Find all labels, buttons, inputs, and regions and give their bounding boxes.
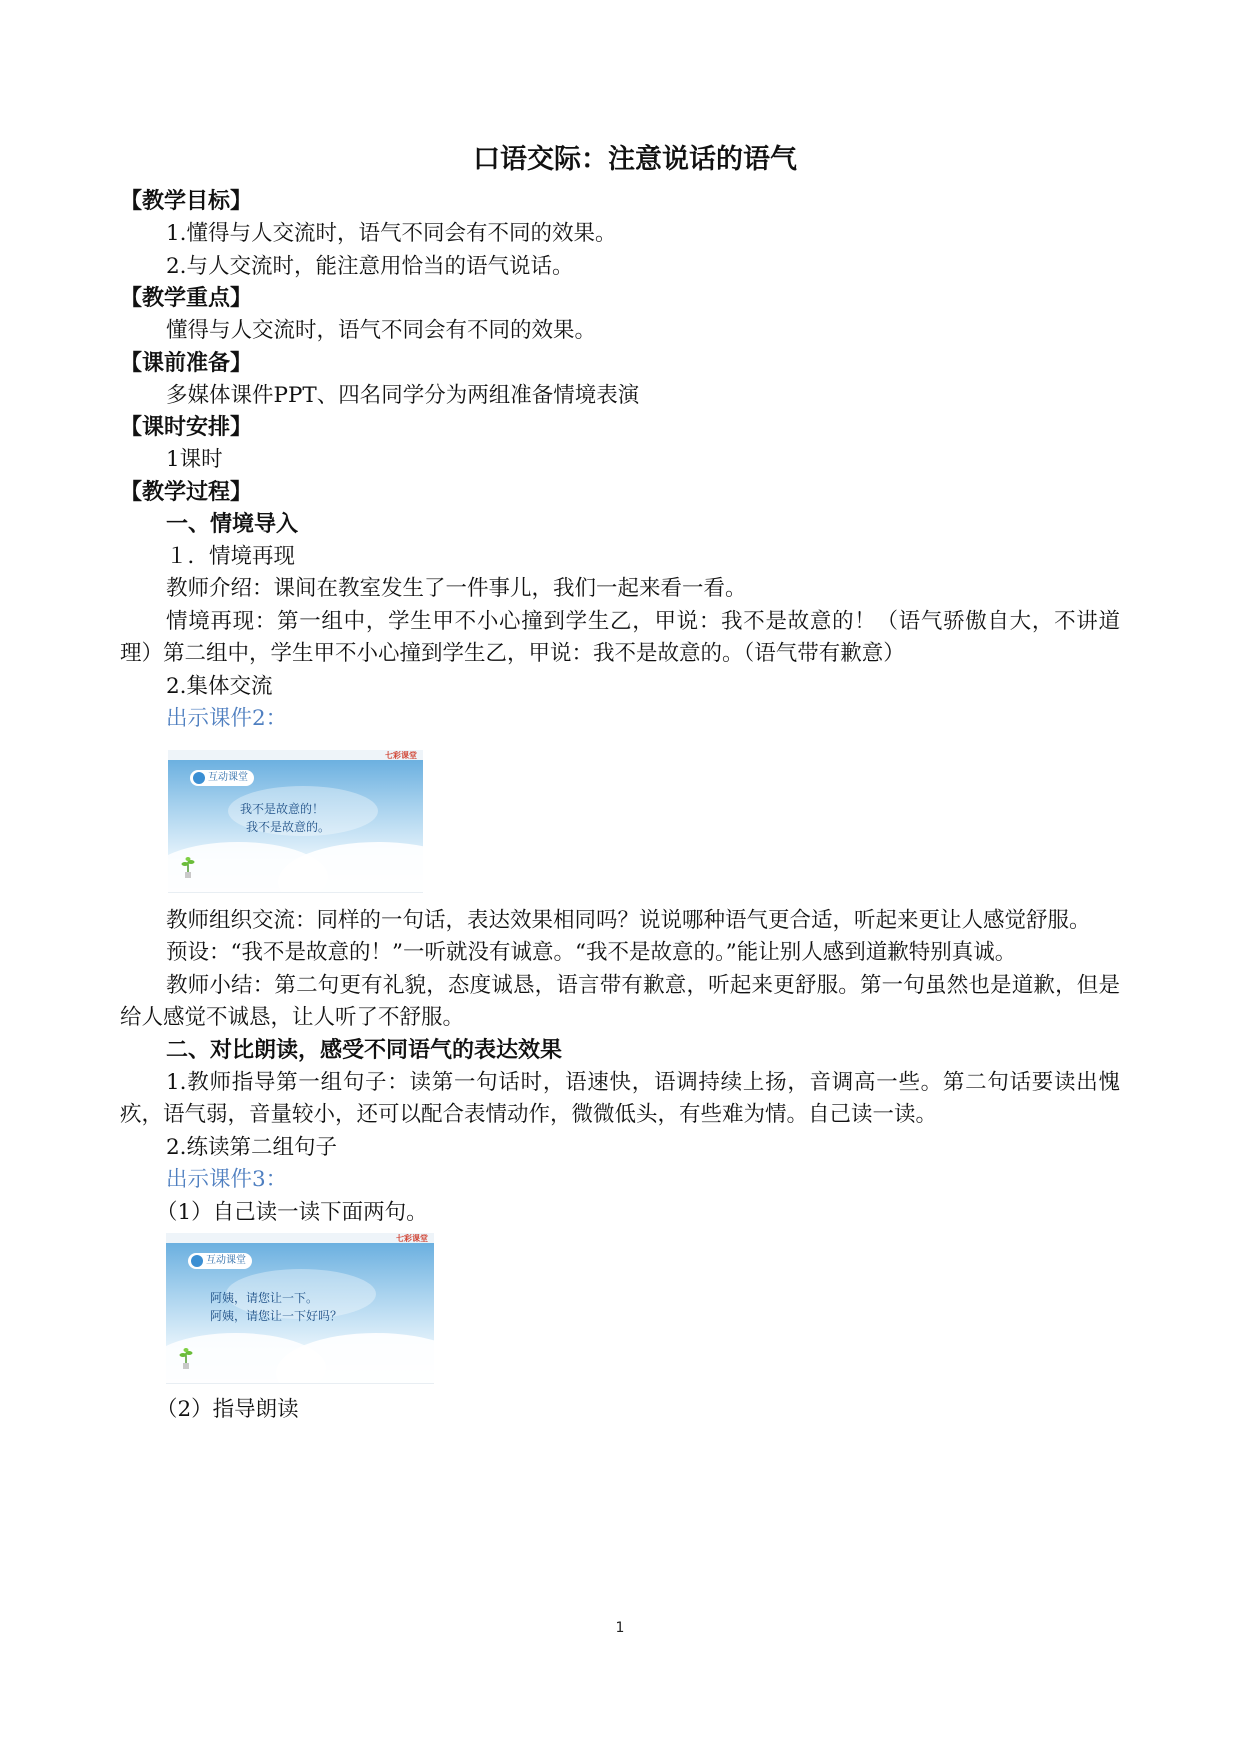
part1-step1: １．情境再现 bbox=[166, 543, 296, 569]
slide-line-1: 我不是故意的！ bbox=[240, 801, 325, 816]
slide-line-2: 阿姨，请您让一下好吗？ bbox=[210, 1309, 343, 1323]
focus-heading: 【教学重点】 bbox=[120, 286, 253, 311]
page-number: 1 bbox=[615, 1620, 625, 1636]
time-heading: 【课时安排】 bbox=[120, 415, 253, 440]
slide-toolbar bbox=[166, 1233, 434, 1243]
part1-preset: 预设：“我不是故意的！”一听就没有诚意。“我不是故意的。”能让别人感到道歉特别真诚。 bbox=[166, 940, 1017, 965]
part1-step2: 2.集体交流 bbox=[166, 673, 273, 699]
page-title: 口语交际：注意说话的语气 bbox=[473, 144, 797, 175]
cloud-shape bbox=[278, 842, 423, 893]
part2-task2: （2）指导朗读 bbox=[156, 1397, 299, 1422]
goal-item-1: 1.懂得与人交流时，语气不同会有不同的效果。 bbox=[166, 221, 617, 246]
document-page bbox=[120, 140, 1120, 1427]
slide-logo: 七彩课堂 bbox=[385, 749, 417, 760]
plant-icon bbox=[178, 1347, 194, 1369]
slide-badge: 互动课堂 bbox=[190, 770, 254, 786]
prep-text: 多媒体课件PPT、四名同学分为两组准备情境表演 bbox=[166, 382, 640, 408]
courseware-slide-3 bbox=[166, 1233, 434, 1384]
slide-line-1: 阿姨，请您让一下。 bbox=[210, 1291, 319, 1305]
courseware-2-label: 出示课件2： bbox=[166, 706, 288, 731]
slide-badge: 互动课堂 bbox=[188, 1253, 252, 1269]
cloud-shape bbox=[276, 1333, 434, 1384]
slide-logo: 七彩课堂 bbox=[396, 1233, 428, 1243]
part1-summary: 教师小结：第二句更有礼貌，态度诚恳，语言带有歉意，听起来更舒服。第一句虽然也是道歉，但是给人感觉不诚恳，让人听了不舒服。 bbox=[120, 972, 1120, 1030]
part2-step2: 2.练读第二组句子 bbox=[166, 1134, 338, 1160]
focus-text: 懂得与人交流时，语气不同会有不同的效果。 bbox=[166, 318, 597, 343]
courseware-slide-2 bbox=[168, 750, 423, 893]
part2-task1: （1）自己读一读下面两句。 bbox=[156, 1199, 428, 1225]
time-text: 1课时 bbox=[166, 447, 223, 472]
courseware-3-label: 出示课件3： bbox=[166, 1167, 288, 1192]
part1-intro: 教师介绍：课间在教室发生了一件事儿，我们一起来看一看。 bbox=[166, 576, 747, 601]
goal-item-2: 2.与人交流时，能注意用恰当的语气说话。 bbox=[166, 253, 574, 279]
goals-heading: 【教学目标】 bbox=[120, 189, 253, 214]
process-heading: 【教学过程】 bbox=[120, 479, 253, 505]
prep-heading: 【课前准备】 bbox=[120, 350, 253, 376]
plant-icon bbox=[180, 856, 196, 878]
part1-discuss: 教师组织交流：同样的一句话，表达效果相同吗？说说哪种语气更合适，听起来更让人感觉舒服。 bbox=[166, 907, 1091, 933]
slide-line-2: 我不是故意的。 bbox=[246, 819, 331, 834]
part1-heading: 一、情境导入 bbox=[166, 511, 299, 537]
part2-heading: 二、对比朗读，感受不同语气的表达效果 bbox=[166, 1037, 563, 1063]
part1-scene: 情境再现：第一组中，学生甲不小心撞到学生乙，甲说：我不是故意的！（语气骄傲自大，不讲道理）第二组中，学生甲不小心撞到学生乙，甲说：我不是故意的。（语气带有歉意） bbox=[120, 608, 1120, 666]
part2-guide: 1.教师指导第一组句子：读第一句话时，语速快，语调持续上扬，音调高一些。第二句话要读出愧疚，语气弱，音量较小，还可以配合表情动作，微微低头，有些难为情。自己读一读。 bbox=[120, 1069, 1120, 1127]
